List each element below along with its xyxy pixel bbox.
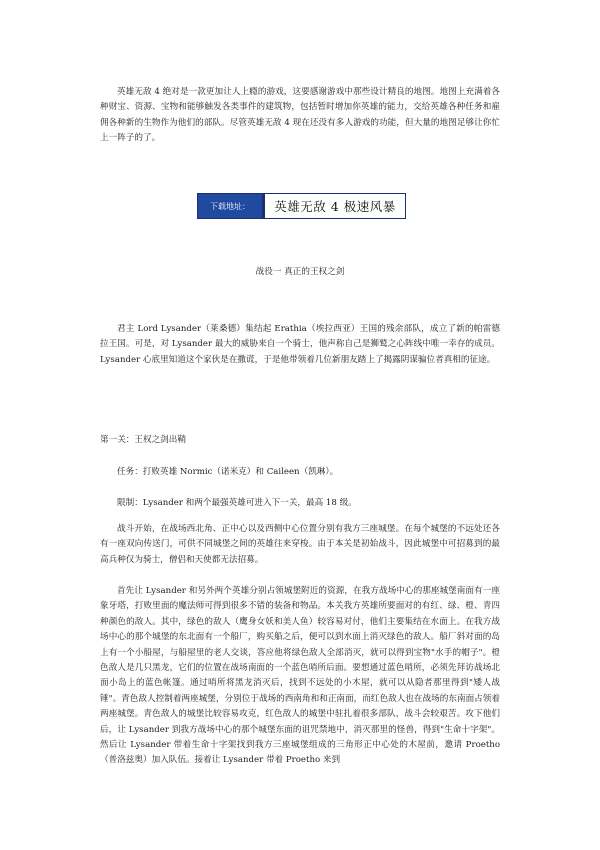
download-link[interactable]: 英雄无敌 4 极速风暴 — [274, 199, 396, 214]
download-label: 下载地址： — [198, 194, 262, 218]
intro-paragraph: 英雄无敌 4 绝对是一款更加让人上瘾的游戏，这要感谢游戏中那些设计精良的地图。地图上充满着各种财宝、资源、宝物和能够触发各类事件的建筑物，包括暂时增加你英雄的能力，交给英雄各种任务和雇佣各种新的生物作为他们的部队。尽管英雄无敌 4 现在还没有多人游戏的功能，但大量的地图足够让你忙上一阵子的了。 — [100, 87, 500, 144]
campaign-intro-paragraph: 君主 Lord Lysander（莱桑德）集结起 Erathia（埃拉西亚）王国的残余部队，成立了新的帕雷德拉王国。可是，对 Lysander 最大的威胁来自一个骑士，他声称自己是狮鹫之心阵线中唯一幸存的成员。Lysander 心底里知道这个家伙是在撒谎，于是他带领着几位新朋友踏上了揭露阴谋骗位者真相的征途。 — [100, 324, 500, 365]
campaign-heading: 战役一 真正的王权之剑 — [255, 267, 345, 277]
task-line: 任务：打败英雄 Normic（诺米克）和 Caileen（凯琳）。 — [117, 467, 339, 477]
strategy-paragraph: 首先让 Lysander 和另外两个英雄分别占领城堡附近的资源，在我方战场中心的那座城堡南面有一座象牙塔，打败里面的魔法师可得到很多不错的装备和物品。本关我方英雄所要面对的有红、绿、橙、青四种颜色的敌人。其中，绿色的敌人（鹰身女妖和美人鱼）较容易对付，他们主要集结在水面上。在我方战场中心的那个城堡的东北面有一个船厂，购买船之后，便可以到水面上消灭绿色的敌人。船厂斜对面的岛上有一个小船屋，与船屋里的老人交谈，答应他将绿色敌人全部消灭，就可以得到宝物"水手的帽子"。橙色敌人是几只黑龙，它们的位置在战场南面的一个蓝色哨所后面。要想通过蓝色哨所，必须先拜访战场北面小岛上的蓝色帐篷。通过哨所将黑龙消灭后，找到不远处的小木屋，就可以从隐者那里得到"矮人战锤"。青色敌人控制着两座城堡，分别位于战场的西南角和和正南面，而红色敌人也在战场的东南面占领着两座城堡。青色敌人的城堡比较容易攻克，红色敌人的城堡中驻扎着很多部队，战斗会较艰苦。攻下他们后，让 Lysander 到我方战场中心的那个城堡东面的诅咒禁地中，消灭那里的怪兽，得到"生命十字架"。然后让 Lysander 带着生命十字架找到我方三座城堡组成的三角形正中心处的木屋前，邀请 Proetho（普洛兹奥）加入队伍。接着让 Lysander 带着 Proetho 来到 — [100, 586, 500, 766]
chapter-title: 第一关：王权之剑出鞘 — [100, 435, 186, 445]
limit-line: 限制：Lysander 和两个最强英雄可进入下一关，最高 18 级。 — [117, 498, 357, 508]
battle-paragraph: 战斗开始，在战场西北角、正中心以及西侧中心位置分别有我方三座城堡。在每个城堡的不远处还各有一座双向传送门，可供不同城堡之间的英雄往来穿梭。由于本关是初始战斗，因此城堡中可招募到的最高兵种仅为骑士，僧侣和天使都无法招募。 — [100, 524, 500, 565]
download-banner[interactable] — [197, 193, 406, 219]
